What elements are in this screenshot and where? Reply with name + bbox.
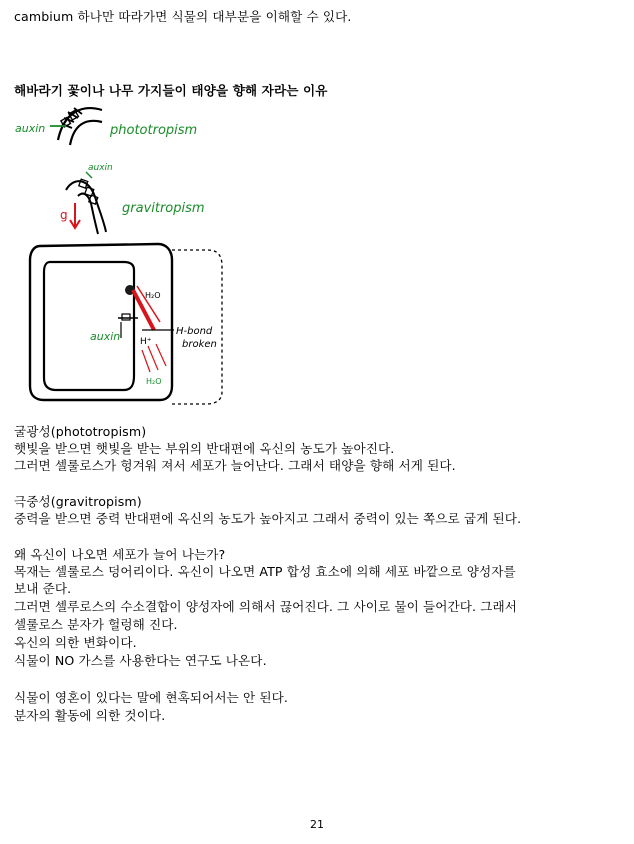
paragraph-3-line-3: 보내 준다. [14, 581, 72, 596]
paragraph-1-line-3: 그러면 셀룰로스가 헝겨워 져서 세포가 늘어난다. 그래서 태양을 향해 서게 된다. [14, 458, 456, 473]
paragraph-2-line-2: 중력을 받으면 중력 반대편에 옥신의 농도가 높아지고 그래서 중력이 있는 쪽으로 굽게 된다. [14, 511, 522, 526]
gravitropism-sketch [60, 163, 205, 234]
phototropism-auxin-label: auxin [15, 122, 46, 135]
paragraph-1-line-1: 굴광성(phototropism) [14, 424, 147, 439]
paragraph-3-line-6: 옥신의 의한 변화이다. [14, 635, 137, 650]
water-line-2 [148, 346, 158, 370]
water-line-1 [142, 350, 150, 372]
gravitropism-name-label: gravitropism [122, 201, 205, 216]
broken-label: broken [182, 339, 217, 350]
paragraph-4-line-1: 식물이 영혼이 있다는 말에 현혹되어서는 안 된다. [14, 690, 289, 705]
paragraph-3-line-4: 그러면 셀루로스의 수소결합이 양성자에 의해서 끊어진다. 그 사이로 물이 들어간다. 그래서 [14, 599, 518, 614]
paragraph-3-line-5: 셀룰로스 분자가 헐렁해 진다. [14, 617, 178, 632]
water-line-3 [156, 344, 166, 366]
paragraph-3-line-7: 식물이 NO 가스를 사용한다는 연구도 나온다. [14, 653, 267, 668]
cell-sketch [30, 244, 222, 404]
paragraph-2-line-1: 극중성(gravitropism) [14, 494, 142, 509]
paragraph-4-line-2: 분자의 활동에 의한 것이다. [14, 708, 166, 723]
paragraph-3-line-2: 목재는 셀룰로스 덩어리이다. 옥신이 나오면 ATP 합성 효소에 의해 세포 바깥으로 양성자를 [14, 564, 516, 579]
cell-auxin-label: auxin [90, 330, 121, 343]
page-number: 21 [310, 818, 324, 831]
phototropism-sketch [15, 108, 197, 145]
gravitropism-auxin-label: auxin [88, 163, 113, 173]
h-plus-label: H⁺ [140, 337, 152, 347]
gravity-label: g [60, 208, 68, 222]
phototropism-name-label: phototropism [110, 123, 198, 138]
paragraph-3-line-1: 왜 옥신이 나오면 세포가 늘어 나는가? [14, 547, 226, 562]
intro-line: cambium 하나만 따라가면 식물의 대부분을 이해할 수 있다. [14, 9, 352, 24]
h2o-top-label: H₂O [145, 291, 161, 300]
h-bond-label: H-bond [176, 326, 213, 337]
water-label: H₂O [146, 377, 162, 386]
paragraph-1-line-2: 햇빛을 받으면 햇빛을 받는 부위의 반대편에 옥신의 농도가 높아진다. [14, 441, 395, 456]
phototropism-stem-inner [70, 121, 102, 145]
section-heading: 해바라기 꽃이나 나무 가지들이 태양을 향해 자라는 이유 [14, 83, 328, 98]
